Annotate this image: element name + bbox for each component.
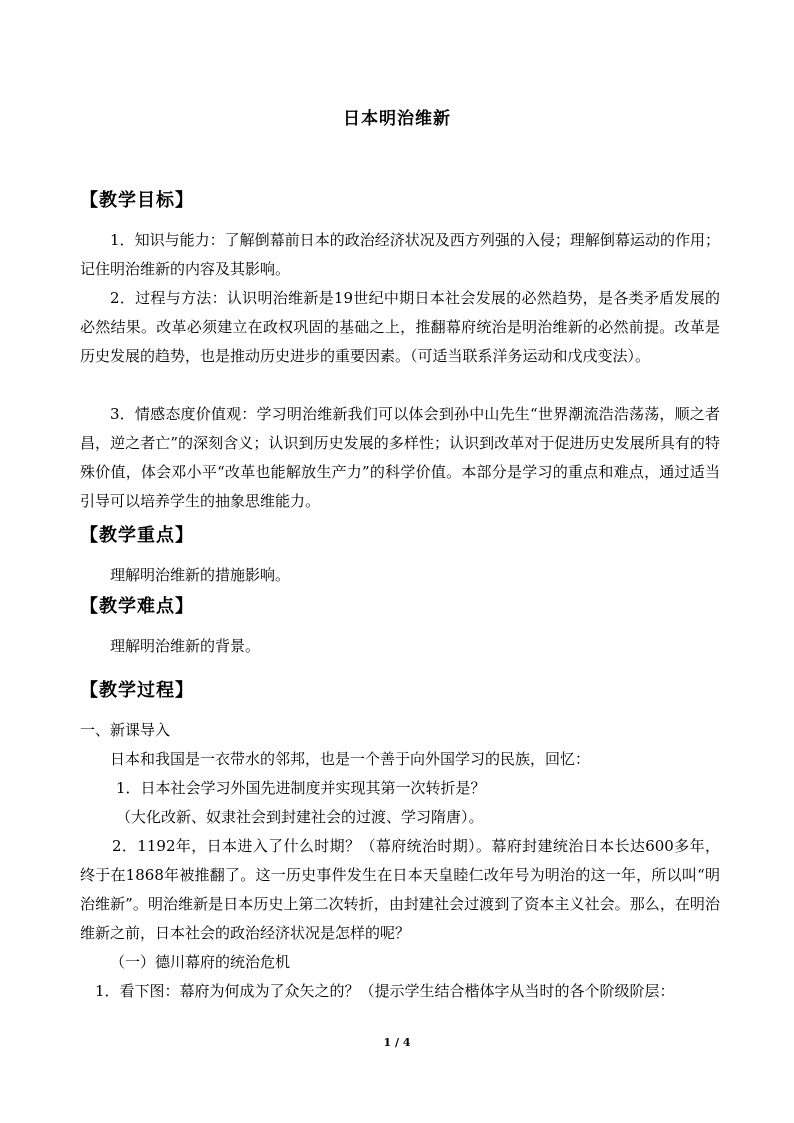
objective-item-3: 3．情感态度价值观：学习明治维新我们可以体会到孙中山先生“世界潮流浩浩荡荡，顺之者昌，逆之者亡”的深刻含义；认识到历史发展的多样性；认识到改革对于促进历史发展所具有的特殊价值，体会邓小平“改革也能解放生产力”的科学价值。本部分是学习的重点和难点，通过适当引导可以培养学生的抽象思维能力。 (80, 405, 720, 510)
page-number: 1 / 4 (383, 1036, 411, 1049)
process-part-1: （一）德川幕府的统治危机 (110, 953, 291, 971)
process-heading: 【教学过程】 (80, 680, 194, 701)
process-part-1-question-1: 1．看下图：幕府为何成为了众矢之的？（提示学生结合楷体字从当时的各个阶级阶层： (95, 982, 675, 1000)
objectives-heading: 【教学目标】 (80, 190, 194, 211)
objective-item-1: 1．知识与能力：了解倒幕前日本的政治经济状况及西方列强的入侵；理解倒幕运动的作用；记住明治维新的内容及其影响。 (80, 231, 720, 278)
process-question-1: 1．日本社会学习外国先进制度并实现其第一次转折是？ (116, 779, 486, 797)
objective-item-2: 2．过程与方法：认识明治维新是19世纪中期日本社会发展的必然趋势，是各类矛盾发展的必然结果。改革必须建立在政权巩固的基础之上，推翻幕府统治是明治维新的必然前提。改革是历史发展的趋势，也是推动历史进步的重要因素。（可适当联系洋务运动和戊戌变法）。 (80, 289, 720, 365)
process-question-2: 2．1192年，日本进入了什么时期？（幕府统治时期）。幕府封建统治日本长达600多年，终于在1868年被推翻了。这一历史事件发生在日本天皇睦仁改年号为明治的这一年，所以叫“明治维新”。明治维新是日本历史上第二次转折，由封建社会过渡到了资本主义社会。那么，在明治维新之前，日本社会的政治经济状况是怎样的呢？ (80, 837, 720, 942)
process-subheading: 一、新课导入 (80, 721, 171, 739)
difficulties-heading: 【教学难点】 (80, 596, 194, 617)
process-answer-1: （大化改新、奴隶社会到封建社会的过渡、学习隋唐）。 (116, 808, 484, 826)
process-intro: 日本和我国是一衣带水的邻邦，也是一个善于向外国学习的民族，回忆： (110, 750, 591, 768)
key-points-heading: 【教学重点】 (80, 525, 194, 546)
key-points-text: 理解明治维新的措施影响。 (110, 566, 291, 584)
document-title: 日本明治维新 (343, 109, 451, 129)
difficulties-text: 理解明治维新的背景。 (110, 637, 261, 655)
